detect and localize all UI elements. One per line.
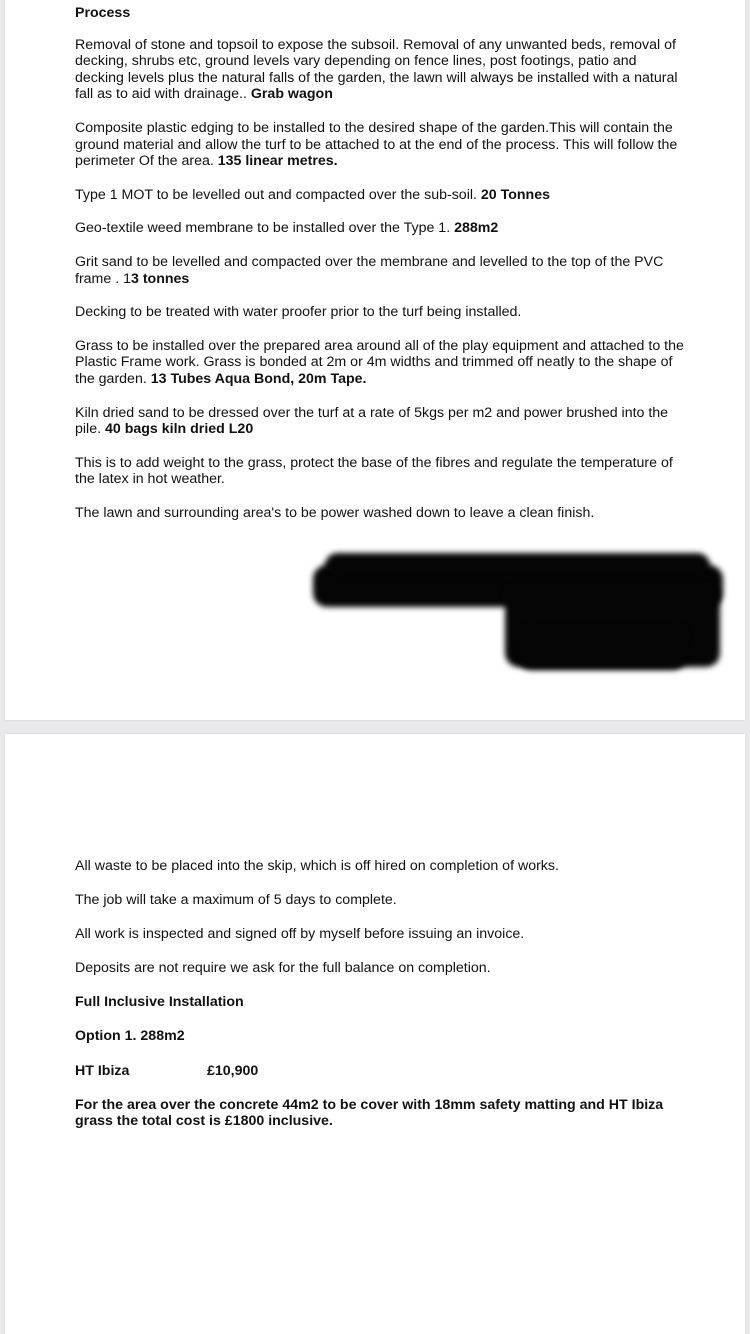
price-value: £10,900 — [207, 1062, 259, 1079]
paragraph-text: Grass to be installed over the prepared area around all of the play equipment and attached to the Plastic Frame work. Grass is bonded at 2m or 4m widths and trimmed off neatly to the shape of the garden. — [75, 337, 684, 387]
paragraph-bold: 288m2 — [454, 220, 499, 237]
inspection-line: All work is inspected and signed off by myself before issuing an invoice. — [75, 926, 525, 943]
price-label: HT Ibiza — [75, 1062, 130, 1079]
page-2-content — [75, 858, 685, 1147]
paragraph-text: Geo-textile weed membrane to be installed over the Type 1. — [75, 220, 455, 237]
paragraph-weight — [75, 455, 685, 488]
document-page-2 — [5, 734, 745, 1334]
paragraph-grit-sand — [75, 254, 685, 287]
paragraph-bold: 40 bags kiln dried L20 — [104, 421, 254, 438]
paragraph-removal — [75, 37, 685, 103]
concrete-area-note: For the area over the concrete 44m2 to be cover with 18mm safety matting and HT Ibiza grass the total cost is £1800 inclusive. — [75, 1096, 664, 1130]
paragraph-text: Type 1 MOT to be levelled out and compacted over the sub-soil. — [75, 186, 481, 203]
paragraph-kiln-sand — [75, 405, 685, 438]
option-title: Option 1. 288m2 — [75, 1028, 185, 1045]
paragraph-bold: 13 Tubes Aqua Bond, 20m Tape. — [150, 370, 367, 387]
paragraph-text: Kiln dried sand to be dressed over the turf at a rate of 5kgs per m2 and power brushed into the pile. — [75, 404, 669, 438]
process-heading: Process — [75, 5, 131, 21]
paragraph-power-wash — [75, 505, 685, 522]
paragraph-edging — [75, 120, 685, 170]
paragraph-bold: 20 Tonnes — [480, 186, 551, 203]
paragraph-bold: 135 linear metres. — [217, 153, 338, 170]
paragraph-text: Composite plastic edging to be installed to the desired shape of the garden.This will contain the ground material and allow the turf to be attached to at the end of the process. This will follow the perimeter Of the area. — [75, 119, 678, 170]
paragraph-mot — [75, 187, 685, 204]
paragraph-bold: Grab wagon — [250, 86, 333, 103]
paragraph-text: The lawn and surrounding area's to be power washed down to leave a clean finish. — [75, 504, 595, 521]
waste-line: All waste to be placed into the skip, which is off hired on completion of works. — [75, 858, 559, 874]
paragraph-text: Removal of stone and topsoil to expose the subsoil. Removal of any unwanted beds, removal of decking, shrubs etc, ground levels vary depending on fence lines, post footings, patio and decking levels plus the natural falls of the garden, the lawn will always be installed with a natural fall as to aid with drainage.. — [75, 36, 678, 103]
paragraph-text: Grit sand to be levelled and compacted over the membrane and levelled to the top of the PVC frame . 1 — [75, 253, 664, 287]
deposit-line: Deposits are not require we ask for the full balance on completion. — [75, 960, 491, 977]
paragraph-bold: 3 tonnes — [130, 270, 190, 287]
section-title: Full Inclusive Installation — [75, 994, 244, 1011]
document-page-1 — [5, 0, 745, 720]
redaction-mark — [325, 553, 710, 578]
paragraph-membrane — [75, 220, 685, 237]
price-row — [75, 1063, 685, 1080]
paragraph-decking — [75, 304, 685, 321]
paragraph-text: Decking to be treated with water proofer prior to the turf being installed. — [75, 304, 522, 321]
paragraph-grass — [75, 338, 685, 388]
page-1-content — [75, 5, 685, 538]
redaction-mark — [517, 625, 687, 670]
duration-line: The job will take a maximum of 5 days to complete. — [75, 892, 397, 909]
paragraph-text: This is to add weight to the grass, protect the base of the fibres and regulate the temperature of the latex in hot weather. — [75, 454, 673, 488]
